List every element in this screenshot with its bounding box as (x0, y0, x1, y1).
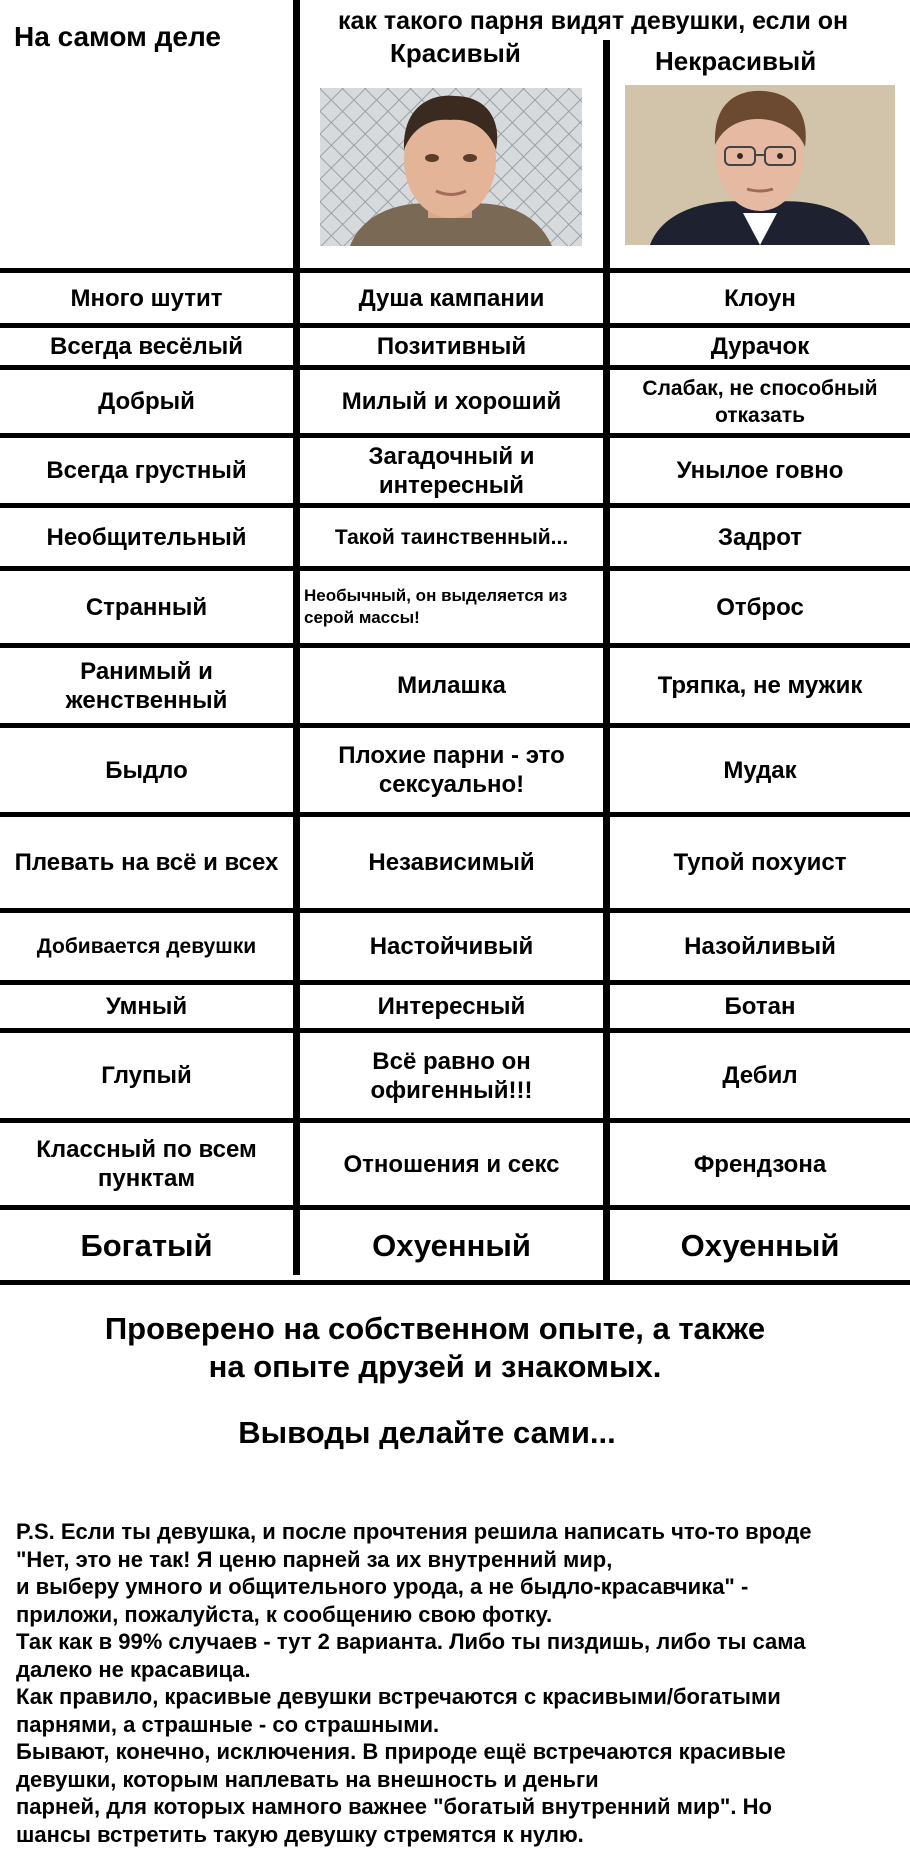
table-row (0, 508, 910, 566)
table-row (0, 728, 910, 812)
cell-actual: Добрый (98, 388, 195, 415)
cell-handsome: Душа кампании (358, 284, 545, 312)
table-row (0, 985, 910, 1028)
table-row (0, 1210, 910, 1280)
table-row (0, 370, 910, 433)
ps-line: приложи, пожалуйста, к сообщению свою фотку. (16, 1601, 553, 1627)
summary-line: Проверено на собственном опыте, а также (104, 1311, 766, 1346)
ps-line: Так как в 99% случаев - тут 2 варианта. Либо ты пиздишь, либо ты сама (16, 1629, 806, 1654)
cell-ugly: Отброс (716, 593, 804, 621)
summary-line: на опыте друзей и знакомых. (208, 1349, 662, 1384)
summary-conclusion: Выводы делайте сами... (238, 1415, 616, 1450)
cell-handsome: Охуенный (372, 1227, 531, 1263)
table-row (0, 438, 910, 503)
cell-ugly: Дебил (722, 1062, 798, 1089)
cell-ugly: Френдзона (693, 1150, 827, 1178)
table-row (0, 913, 910, 980)
cell-handsome: Позитивный (376, 333, 527, 360)
ps-line: Бывают, конечно, исключения. В природе ещё встречаются красивые (16, 1739, 786, 1764)
cell-actual: Много шутит (70, 284, 223, 312)
cell-actual: Всегда грустный (46, 457, 247, 484)
cell-ugly: Тупой похуист (673, 849, 847, 876)
table-row (0, 648, 910, 723)
cell-actual: Странный (85, 593, 208, 621)
cell-handsome: Настойчивый (369, 933, 534, 960)
table-row (0, 817, 910, 908)
ps-line: парнями, а страшные - со страшными. (16, 1711, 440, 1737)
table-row (0, 1123, 910, 1205)
cell-actual: Умный (105, 993, 188, 1020)
cell-actual: Богатый (80, 1227, 213, 1263)
column-title-handsome: Красивый (390, 38, 521, 68)
cell-ugly: Унылое говно (676, 457, 844, 484)
cell-actual: Классный по всем пунктам (36, 1136, 257, 1192)
table-row (0, 1033, 910, 1118)
cell-handsome: Загадочный и интересный (368, 442, 535, 499)
ps-line: далеко не красавица. (16, 1656, 251, 1682)
ps-line: шансы встретить такую девушку стремятся к нулю. (16, 1821, 584, 1847)
cell-handsome: Всё равно он офигенный!!! (370, 1047, 533, 1104)
table-row (0, 328, 910, 365)
cell-actual: Необщительный (46, 523, 247, 551)
row-divider (0, 1280, 910, 1285)
ps-line: девушки, которым наплевать на внешность и деньги (16, 1766, 599, 1792)
postscript (16, 1518, 906, 1848)
cell-ugly: Клоун (724, 284, 796, 312)
cell-actual: Всегда весёлый (49, 333, 244, 360)
ps-line: "Нет, это не так! Я ценю парней за их внутренний мир, (16, 1546, 613, 1572)
cell-handsome: Такой таинственный... (334, 525, 569, 549)
cell-actual: Быдло (105, 756, 188, 784)
cell-handsome: Милашка (397, 672, 506, 699)
cell-handsome: Интересный (377, 993, 526, 1020)
cell-handsome: Необычный, он выделяется из серой массы! (304, 586, 568, 627)
ps-line: Как правило, красивые девушки встречаются с красивыми/богатыми (16, 1684, 781, 1709)
cell-handsome: Независимый (368, 849, 535, 876)
cell-ugly: Назойливый (684, 933, 836, 960)
ps-line: и выберу умного и общительного урода, а не быдло-красавчика" - (16, 1574, 749, 1599)
table-row (0, 273, 910, 323)
cell-ugly: Охуенный (680, 1227, 840, 1263)
cell-handsome: Милый и хороший (341, 388, 562, 415)
column-title-actual: На самом деле (14, 21, 221, 52)
cell-ugly: Ботан (724, 993, 796, 1020)
cell-ugly: Дурачок (710, 333, 810, 360)
cell-ugly: Мудак (723, 756, 797, 784)
ps-line: парней, для которых намного важнее "богатый внутренний мир". Но (16, 1794, 772, 1819)
cell-handsome: Плохие парни - это сексуально! (338, 742, 565, 798)
cell-ugly: Тряпка, не мужик (657, 672, 863, 699)
cell-ugly: Задрот (717, 523, 803, 551)
column-title-ugly: Некрасивый (655, 46, 817, 76)
cell-actual: Плевать на всё и всех (14, 849, 279, 876)
cell-actual: Ранимый и женственный (65, 657, 228, 714)
cell-actual: Глупый (101, 1062, 192, 1089)
summary-text (0, 1310, 910, 1452)
ps-line: P.S. Если ты девушка, и после прочтения решила написать что-то вроде (16, 1519, 812, 1544)
cell-handsome: Отношения и секс (343, 1150, 560, 1178)
cell-ugly: Слабак, не способный отказать (642, 376, 878, 427)
top-caption: как такого парня видят девушки, если он (338, 7, 849, 35)
table-row (0, 571, 910, 643)
cell-actual: Добивается девушки (36, 935, 257, 958)
